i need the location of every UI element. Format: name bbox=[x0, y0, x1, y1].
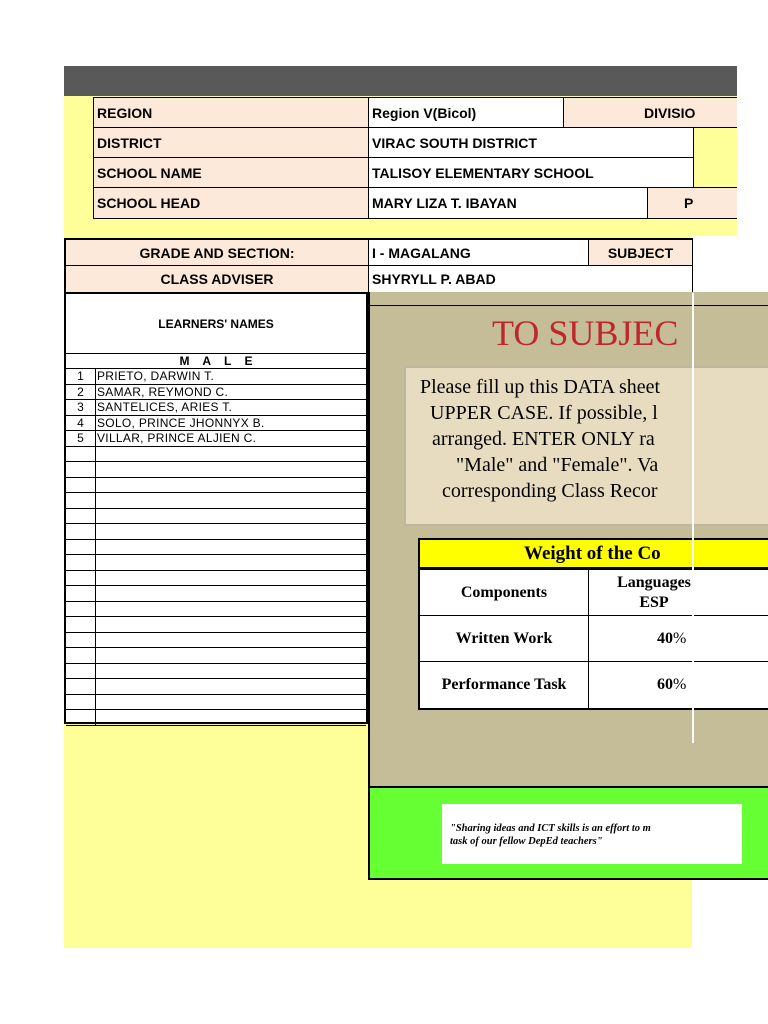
learner-name[interactable]: VILLAR, PRINCE ALJIEN C. bbox=[97, 431, 257, 445]
grade-section-value[interactable]: I - MAGALANG bbox=[368, 238, 589, 266]
learner-row[interactable] bbox=[66, 400, 366, 416]
quote-box bbox=[442, 804, 742, 864]
row-number bbox=[66, 648, 96, 663]
page-margin-right bbox=[692, 880, 768, 948]
row-number bbox=[66, 462, 96, 477]
class-adviser-label: CLASS ADVISER bbox=[64, 265, 369, 293]
percent-sign: % bbox=[673, 629, 687, 647]
row-number bbox=[66, 540, 96, 555]
learners-names-header: LEARNERS' NAMES bbox=[66, 294, 366, 354]
school-name-value[interactable]: TALISOY ELEMENTARY SCHOOL bbox=[368, 157, 694, 188]
male-section-label: M A L E bbox=[66, 354, 366, 369]
row-number: 1 bbox=[66, 369, 96, 384]
row-number bbox=[66, 447, 96, 462]
grade-section-label: GRADE AND SECTION: bbox=[64, 238, 369, 266]
empty-learner-row[interactable] bbox=[66, 710, 366, 726]
division-label: DIVISIO bbox=[563, 97, 737, 128]
languages-header bbox=[588, 569, 768, 616]
empty-learner-row[interactable] bbox=[66, 555, 366, 571]
row-number bbox=[66, 509, 96, 524]
learner-name[interactable]: SOLO, PRINCE JHONNYX B. bbox=[97, 415, 265, 430]
quote-banner bbox=[370, 786, 768, 878]
panel-clip-edge bbox=[692, 293, 694, 743]
learner-row[interactable] bbox=[66, 369, 366, 385]
empty-learner-row[interactable] bbox=[66, 447, 366, 463]
school-head-value[interactable]: MARY LIZA T. IBAYAN bbox=[368, 187, 648, 219]
learner-row[interactable] bbox=[66, 416, 366, 432]
learners-table bbox=[64, 292, 368, 724]
note-line: UPPER CASE. If possible, l bbox=[430, 402, 658, 424]
empty-learner-row[interactable] bbox=[66, 478, 366, 494]
panel-title: TO SUBJEC bbox=[492, 313, 679, 353]
instructions-panel bbox=[368, 292, 768, 880]
region-value[interactable]: Region V(Bicol) bbox=[368, 97, 564, 128]
empty-learner-row[interactable] bbox=[66, 509, 366, 525]
note-line: "Male" and "Female". Va bbox=[456, 454, 659, 476]
empty-learner-row[interactable] bbox=[66, 679, 366, 695]
district-value[interactable]: VIRAC SOUTH DISTRICT bbox=[368, 127, 694, 158]
school-name-label: SCHOOL NAME bbox=[93, 157, 369, 188]
quote-line: task of our fellow DepEd teachers" bbox=[450, 836, 603, 847]
row-number bbox=[66, 633, 96, 648]
empty-learner-row[interactable] bbox=[66, 648, 366, 664]
performance-task-value[interactable] bbox=[588, 661, 768, 710]
row-number bbox=[66, 524, 96, 539]
region-label: REGION bbox=[93, 97, 369, 128]
performance-task-number: 60 bbox=[657, 676, 673, 693]
empty-learner-row[interactable] bbox=[66, 462, 366, 478]
note-line: Please fill up this DATA sheet bbox=[420, 376, 661, 398]
written-work-label: Written Work bbox=[418, 615, 589, 662]
school-head-extra: P bbox=[647, 187, 737, 219]
quote-line: "Sharing ideas and ICT skills is an effort to m bbox=[450, 823, 651, 834]
row-number bbox=[66, 695, 96, 710]
row-number bbox=[66, 617, 96, 632]
components-header: Components bbox=[418, 569, 589, 616]
languages-header-line2: ESP bbox=[639, 593, 669, 611]
empty-learner-row[interactable] bbox=[66, 695, 366, 711]
empty-learner-row[interactable] bbox=[66, 617, 366, 633]
subject-label: SUBJECT bbox=[588, 238, 693, 266]
empty-learner-row[interactable] bbox=[66, 493, 366, 509]
weight-table-title: Weight of the Co bbox=[418, 538, 768, 569]
district-label: DISTRICT bbox=[93, 127, 369, 158]
empty-learner-row[interactable] bbox=[66, 664, 366, 680]
learner-row[interactable] bbox=[66, 385, 366, 401]
row-number bbox=[66, 679, 96, 694]
percent-sign: % bbox=[673, 676, 687, 693]
learner-name[interactable]: SAMAR, REYMOND C. bbox=[97, 384, 229, 399]
learner-name[interactable]: PRIETO, DARWIN T. bbox=[97, 369, 215, 383]
learner-row[interactable] bbox=[66, 431, 366, 447]
performance-task-label: Performance Task bbox=[418, 661, 589, 710]
row-number bbox=[66, 555, 96, 570]
empty-learner-row[interactable] bbox=[66, 602, 366, 618]
row-number: 2 bbox=[66, 385, 96, 400]
weight-table bbox=[418, 538, 768, 710]
written-work-value[interactable] bbox=[588, 615, 768, 662]
row-number: 5 bbox=[66, 431, 96, 446]
instructions-note bbox=[404, 366, 768, 526]
row-number bbox=[66, 664, 96, 679]
row-number: 4 bbox=[66, 416, 96, 431]
row-number bbox=[66, 571, 96, 586]
row-number bbox=[66, 710, 96, 725]
empty-learner-row[interactable] bbox=[66, 524, 366, 540]
learner-name[interactable]: SANTELICES, ARIES T. bbox=[97, 400, 233, 414]
class-adviser-value[interactable]: SHYRYLL P. ABAD bbox=[368, 265, 693, 293]
note-line: corresponding Class Recor bbox=[442, 480, 658, 502]
empty-learner-row[interactable] bbox=[66, 586, 366, 602]
school-head-label: SCHOOL HEAD bbox=[93, 187, 369, 219]
top-bar bbox=[64, 66, 737, 96]
empty-learner-row[interactable] bbox=[66, 571, 366, 587]
row-number bbox=[66, 493, 96, 508]
empty-learner-row[interactable] bbox=[66, 540, 366, 556]
row-number: 3 bbox=[66, 400, 96, 415]
note-line: arranged. ENTER ONLY ra bbox=[432, 428, 655, 450]
row-number bbox=[66, 602, 96, 617]
row-number bbox=[66, 586, 96, 601]
written-work-number: 40 bbox=[657, 629, 673, 647]
empty-learner-row[interactable] bbox=[66, 633, 366, 649]
row-number bbox=[66, 478, 96, 493]
panel-top-strip bbox=[370, 292, 768, 306]
languages-header-line1: Languages bbox=[617, 573, 691, 591]
